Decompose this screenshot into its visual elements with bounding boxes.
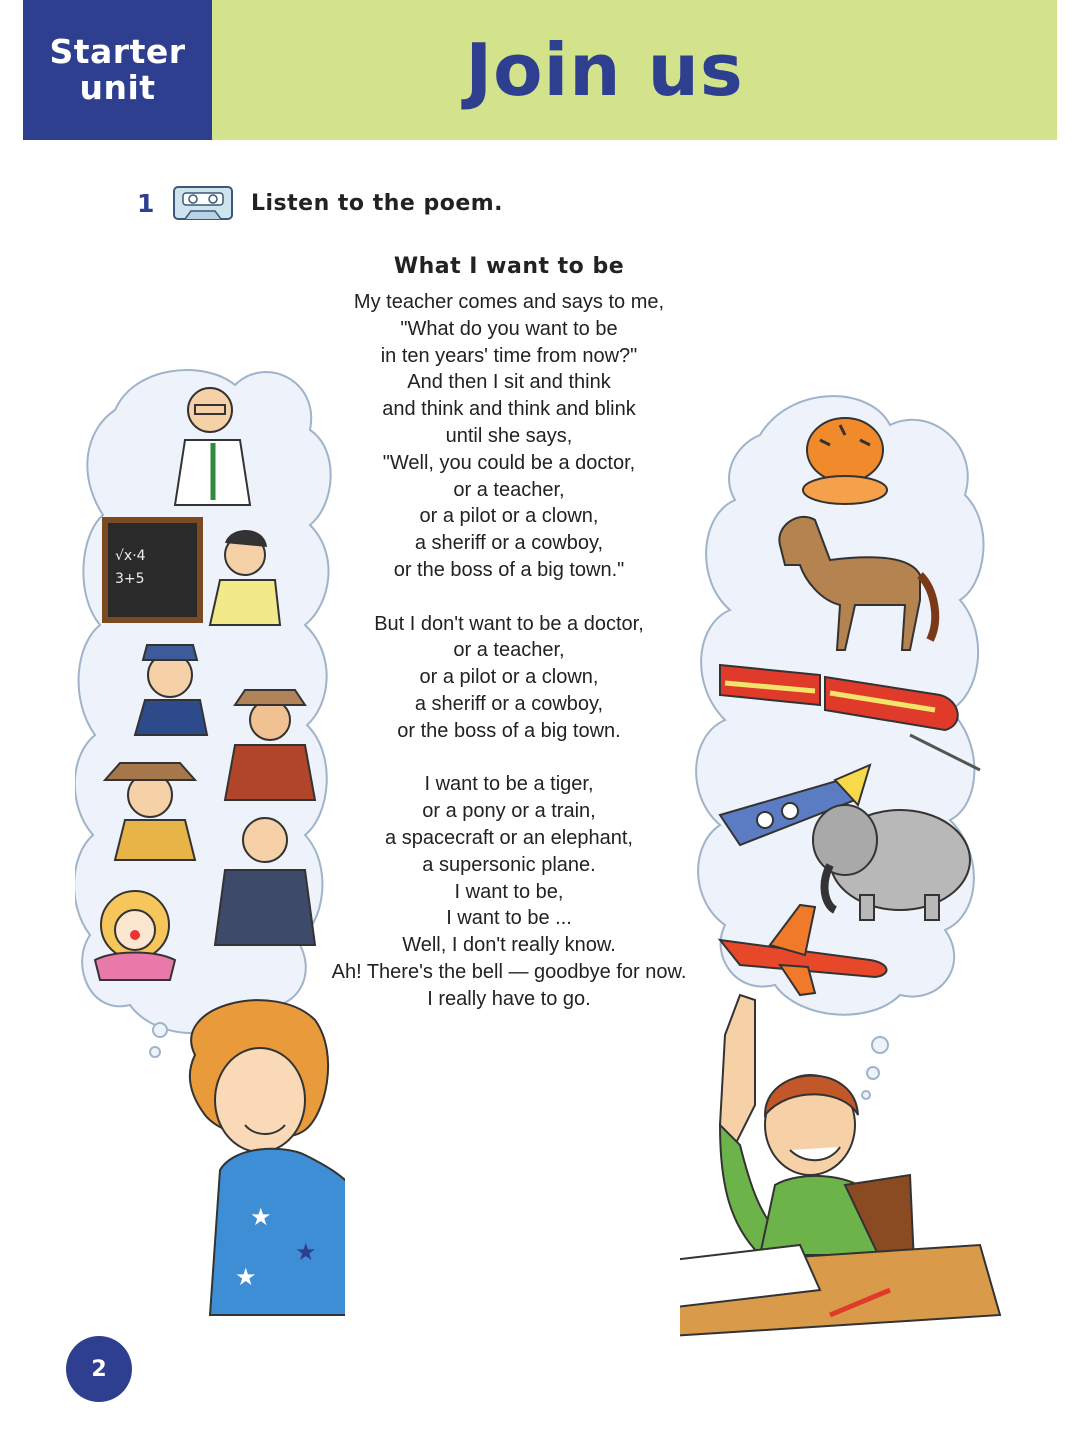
svg-text:★: ★ (235, 1263, 257, 1291)
unit-label-line1: Starter (49, 32, 186, 71)
poem-line: a sheriff or a cowboy, (414, 532, 604, 555)
svg-text:★: ★ (295, 1238, 317, 1266)
poem-line: and think and think and blink (382, 398, 636, 421)
poem-line: or a teacher, (453, 639, 565, 662)
poem-line: or a pilot or a clown, (419, 505, 599, 528)
poem-line: I really have to go. (427, 987, 591, 1010)
poem-line: or a pilot or a clown, (419, 666, 599, 689)
poem-line: or a pony or a train, (422, 800, 596, 823)
poem-line: I want to be a tiger, (424, 773, 594, 796)
girl-thinking-illustration (75, 355, 345, 1320)
page-number: 2 (66, 1336, 132, 1402)
poem-stanza-2 (300, 611, 718, 745)
unit-label-box (23, 0, 212, 140)
svg-text:3+5: 3+5 (115, 571, 145, 587)
poem-line: "What do you want to be (400, 317, 618, 340)
exercise-1 (137, 178, 503, 228)
poem-line: And then I sit and think (407, 371, 611, 394)
boy-thinking-illustration (680, 385, 1010, 1350)
poem-line: a spacecraft or an elephant, (385, 826, 633, 849)
poem-line: I want to be ... (446, 907, 572, 930)
title-band (212, 0, 1057, 140)
poem-line: "Well, you could be a doctor, (382, 451, 636, 474)
poem (300, 254, 718, 1013)
exercise-number: 1 (137, 188, 155, 218)
exercise-instruction: Listen to the poem. (251, 190, 504, 216)
unit-label-line2: unit (79, 68, 156, 107)
poem-line: or the boss of a big town. (397, 719, 621, 742)
poem-line: Ah! There's the bell — goodbye for now. (331, 960, 687, 983)
page-title: Join us (465, 28, 744, 112)
poem-line: a sheriff or a cowboy, (414, 692, 604, 715)
poem-line: I want to be, (454, 880, 564, 903)
poem-line: in ten years' time from now?" (380, 344, 638, 367)
poem-stanza-1 (300, 289, 718, 584)
poem-line: Well, I don't really know. (402, 934, 616, 957)
svg-text:√x·4: √x·4 (115, 548, 146, 564)
poem-title: What I want to be (393, 254, 625, 279)
svg-text:★: ★ (250, 1203, 272, 1231)
cassette-icon (171, 181, 237, 225)
poem-line: a supersonic plane. (422, 853, 596, 876)
poem-line: or the boss of a big town." (393, 558, 625, 581)
poem-line: until she says, (445, 424, 573, 447)
poem-line: or a teacher, (453, 478, 565, 501)
poem-stanza-3 (300, 771, 718, 1012)
page-header (23, 0, 1057, 140)
poem-line: My teacher comes and says to me, (353, 291, 665, 313)
poem-line: But I don't want to be a doctor, (374, 612, 644, 635)
